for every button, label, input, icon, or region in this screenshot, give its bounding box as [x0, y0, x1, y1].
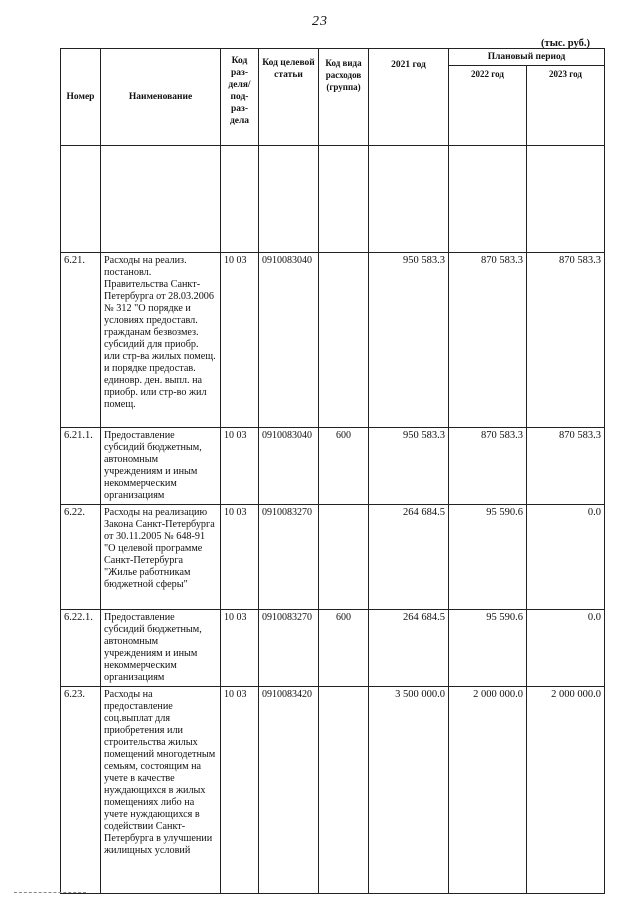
- row-section-code: 10 03: [221, 428, 259, 505]
- row-amount-2022: 95 590.6: [449, 505, 527, 610]
- header-year-2023: 2023 год: [527, 66, 605, 146]
- unit-label: (тыс. руб.): [541, 38, 590, 49]
- header-year-2021: 2021 год: [369, 49, 449, 146]
- row-amount-2023: 2 000 000.0: [527, 687, 605, 894]
- row-name: Предоставление субсидий бюджетным, автономным учреждениям и иным некоммерческим организациям: [101, 610, 221, 687]
- row-target-code: 0910083040: [259, 428, 319, 505]
- row-target-code: 0910083040: [259, 253, 319, 428]
- table-row: [61, 687, 605, 894]
- row-amount-2023: 0.0: [527, 610, 605, 687]
- row-section-code: 10 03: [221, 610, 259, 687]
- row-section-code: 10 03: [221, 687, 259, 894]
- table-row: [61, 428, 605, 505]
- row-amount-2021: 264 684.5: [369, 505, 449, 610]
- row-group-code: [319, 505, 369, 610]
- row-amount-2023: 870 583.3: [527, 428, 605, 505]
- header-expense-type-code: Код вида расходов (группа): [319, 49, 369, 146]
- scan-artifact-line: [14, 892, 86, 894]
- row-amount-2023: 0.0: [527, 505, 605, 610]
- row-number: 6.21.1.: [61, 428, 101, 505]
- row-name: Расходы на предоставление соц.выплат для приобретения или строительства жилых помещений многодетным семьям, состоящим на учете в качестве нуждающихся в жилых помещениях либо на учете нуждающихся в содействии Санкт-Петербурга в улучшении жилищных условий: [101, 687, 221, 894]
- row-group-code: 600: [319, 610, 369, 687]
- header-name: Наименование: [101, 49, 221, 146]
- row-group-code: 600: [319, 428, 369, 505]
- row-group-code: [319, 687, 369, 894]
- row-name: Расходы на реализацию Закона Санкт-Петербурга от 30.11.2005 № 648-91 "О целевой программе Санкт-Петербурга "Жилье работникам бюджетной сферы": [101, 505, 221, 610]
- row-target-code: 0910083270: [259, 610, 319, 687]
- row-group-code: [319, 253, 369, 428]
- row-amount-2021: 950 583.3: [369, 253, 449, 428]
- table-row: [61, 505, 605, 610]
- header-number: Номер: [61, 49, 101, 146]
- row-number: 6.23.: [61, 687, 101, 894]
- row-amount-2022: 95 590.6: [449, 610, 527, 687]
- table-row: [61, 610, 605, 687]
- row-name: Расходы на реализ. постановл. Правительства Санкт-Петербурга от 28.03.2006 № 312 "О порядке и условиях предоставл. гражданам безвозмез. субсидий для приобр. или стр-ва жилых помещ. и порядке предостав. единовр. ден. выпл. на приобр. или стр-во жил помещ.: [101, 253, 221, 428]
- row-amount-2022: 870 583.3: [449, 428, 527, 505]
- header-target-code: Код целевой статьи: [259, 49, 319, 146]
- row-amount-2023: 870 583.3: [527, 253, 605, 428]
- row-number: 6.22.1.: [61, 610, 101, 687]
- row-section-code: 10 03: [221, 253, 259, 428]
- row-amount-2021: 950 583.3: [369, 428, 449, 505]
- page-number: 23: [312, 14, 328, 29]
- header-section-code: Код раз-деля/ под-раз-дела: [221, 49, 259, 146]
- header-plan-period: Плановый период: [449, 49, 605, 66]
- row-amount-2021: 3 500 000.0: [369, 687, 449, 894]
- table-row: [61, 253, 605, 428]
- row-amount-2022: 2 000 000.0: [449, 687, 527, 894]
- row-number: 6.22.: [61, 505, 101, 610]
- row-section-code: 10 03: [221, 505, 259, 610]
- table-spacer: [61, 146, 605, 253]
- header-year-2022: 2022 год: [449, 66, 527, 146]
- budget-table: [60, 48, 605, 894]
- row-number: 6.21.: [61, 253, 101, 428]
- row-target-code: 0910083420: [259, 687, 319, 894]
- row-name: Предоставление субсидий бюджетным, автономным учреждениям и иным некоммерческим организациям: [101, 428, 221, 505]
- row-target-code: 0910083270: [259, 505, 319, 610]
- row-amount-2021: 264 684.5: [369, 610, 449, 687]
- row-amount-2022: 870 583.3: [449, 253, 527, 428]
